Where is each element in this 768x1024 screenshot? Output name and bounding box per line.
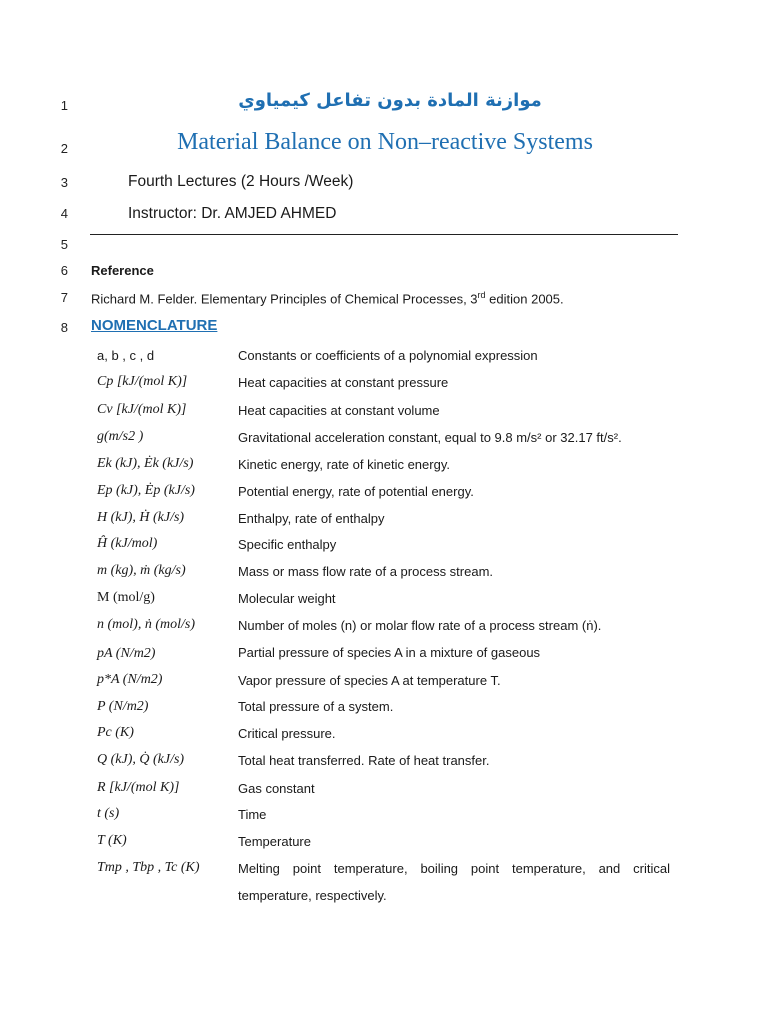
nomenclature-description: Specific enthalpy (238, 537, 337, 552)
nomenclature-symbol: P (N/m2) (97, 699, 149, 714)
nomenclature-symbol: Cp [kJ/(mol K)] (97, 374, 188, 389)
nomenclature-symbol: H (kJ), Ḣ (kJ/s) (97, 510, 185, 525)
nomenclature-description: Melting point temperature, boiling point temperature, and critical temperature, respectively. (238, 861, 670, 903)
nomenclature-symbol: Ĥ (kJ/mol) (97, 536, 158, 551)
line-number: 7 (60, 290, 68, 305)
line-number: 8 (60, 320, 68, 335)
nomenclature-description: Vapor pressure of species A at temperature T. (238, 673, 501, 688)
nomenclature-heading: NOMENCLATURE (91, 317, 218, 334)
nomenclature-symbol: R [kJ/(mol K)] (97, 780, 180, 795)
line-number: 1 (60, 98, 68, 113)
nomenclature-description: Time (238, 807, 267, 822)
nomenclature-description: Heat capacities at constant pressure (238, 375, 449, 390)
nomenclature-symbol: Tmp , Tbp , Tc (K) (97, 860, 200, 875)
line-number: 2 (60, 141, 68, 156)
reference-heading: Reference (91, 263, 154, 278)
nomenclature-description: Potential energy, rate of potential energy. (238, 484, 474, 499)
page-title: Material Balance on Non–reactive Systems (177, 129, 593, 155)
nomenclature-symbol: a, b , c , d (97, 348, 155, 363)
lecture-info: Fourth Lectures (2 Hours /Week) (128, 173, 354, 190)
nomenclature-symbol: n (mol), ṅ (mol/s) (97, 617, 195, 632)
nomenclature-description: Constants or coefficients of a polynomial expression (238, 348, 538, 363)
nomenclature-description: Mass or mass flow rate of a process stream. (238, 564, 494, 579)
nomenclature-symbol: Pc (K) (97, 725, 134, 740)
nomenclature-symbol: pA (N/m2) (97, 646, 156, 661)
nomenclature-symbol: g(m/s2 ) (97, 429, 144, 444)
line-number: 5 (60, 237, 68, 252)
nomenclature-description: Partial pressure of species A in a mixture of gaseous (238, 645, 541, 660)
nomenclature-symbol: t (s) (97, 806, 120, 821)
nomenclature-symbol: Ek (kJ), Ėk (kJ/s) (97, 456, 194, 471)
nomenclature-symbol: m (kg), ṁ (kg/s) (97, 563, 186, 578)
nomenclature-description: Molecular weight (238, 591, 336, 606)
nomenclature-symbol: Cv [kJ/(mol K)] (97, 402, 187, 417)
nomenclature-description: Temperature (238, 834, 311, 849)
reference-text: Richard M. Felder. Elementary Principles of Chemical Processes, 3rd edition 2005. (91, 290, 564, 307)
arabic-title: موازنة المادة بدون تفاعل كيمياوي (238, 90, 542, 111)
nomenclature-description: Number of moles (n) or molar flow rate of a process stream (ṅ). (238, 618, 602, 633)
nomenclature-description: Gravitational acceleration constant, equal to 9.8 m/s² or 32.17 ft/s². (238, 430, 622, 445)
nomenclature-description: Enthalpy, rate of enthalpy (238, 511, 385, 526)
divider (90, 234, 678, 235)
line-number: 4 (60, 206, 68, 221)
nomenclature-description: Total heat transferred. Rate of heat transfer. (238, 753, 490, 768)
nomenclature-symbol: p*A (N/m2) (97, 672, 163, 687)
nomenclature-description: Heat capacities at constant volume (238, 403, 440, 418)
nomenclature-description: Kinetic energy, rate of kinetic energy. (238, 457, 450, 472)
nomenclature-description: Total pressure of a system. (238, 699, 394, 714)
nomenclature-symbol: M (mol/g) (97, 590, 155, 605)
instructor-info: Instructor: Dr. AMJED AHMED (128, 205, 337, 222)
nomenclature-symbol: Q (kJ), Q̇ (kJ/s) (97, 752, 185, 767)
nomenclature-description: Critical pressure. (238, 726, 336, 741)
nomenclature-symbol: Ep (kJ), Ėp (kJ/s) (97, 483, 195, 498)
line-number: 6 (60, 263, 68, 278)
nomenclature-symbol: T (K) (97, 833, 127, 848)
reference-superscript: rd (477, 290, 486, 300)
nomenclature-description: Gas constant (238, 781, 315, 796)
line-number: 3 (60, 175, 68, 190)
